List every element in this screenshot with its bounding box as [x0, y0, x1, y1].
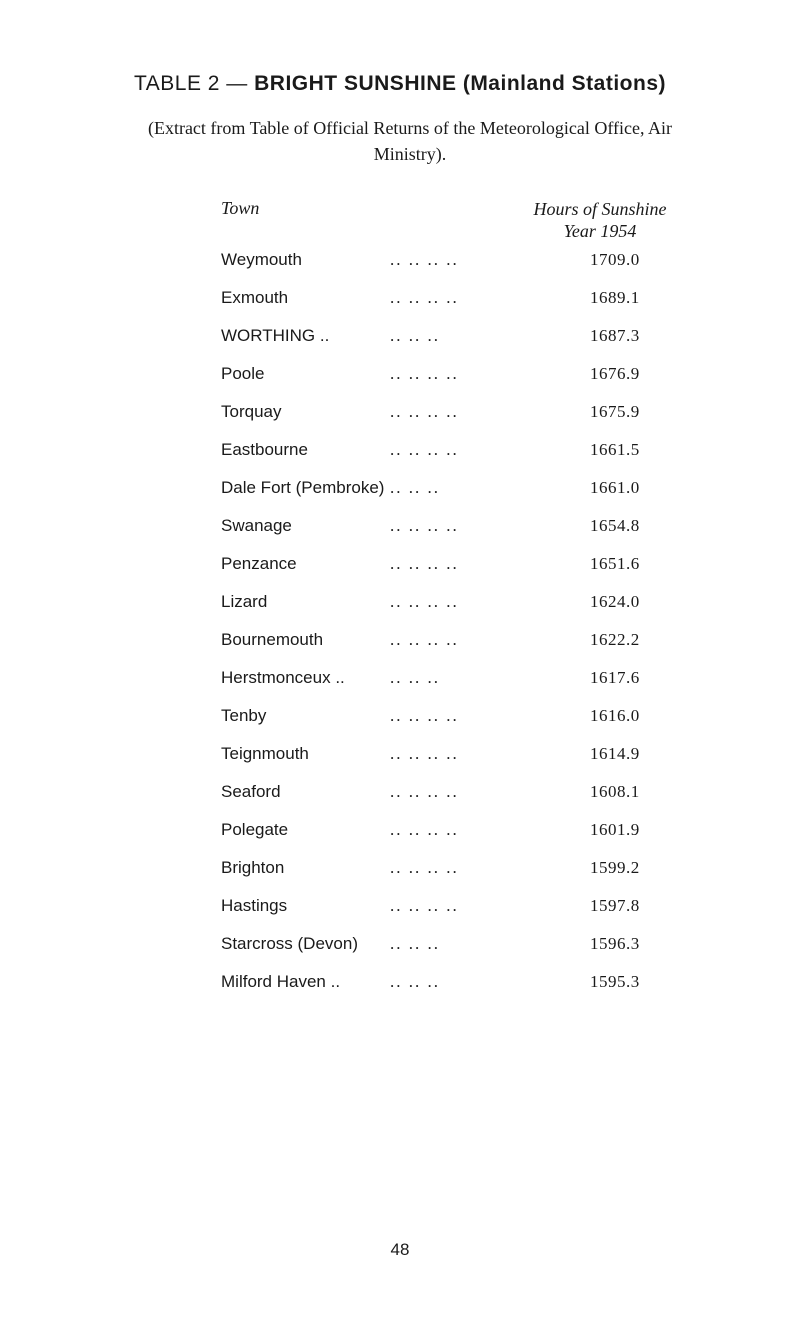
- dot-leaders: .. .. .. ..: [390, 288, 459, 307]
- sunshine-table: [0, 250, 800, 1010]
- town-name: WORTHING ..: [221, 326, 330, 345]
- town-name: Weymouth: [221, 250, 302, 269]
- town-name: Milford Haven ..: [221, 972, 341, 991]
- table-row: [0, 858, 800, 896]
- sunshine-hours: 1617.6: [590, 668, 640, 687]
- town-name: Poole: [221, 364, 265, 383]
- table-row: [0, 782, 800, 820]
- dot-leaders: .. .. .. ..: [390, 592, 459, 611]
- sunshine-hours: 1616.0: [590, 706, 640, 725]
- table-row: [0, 478, 800, 516]
- table-row: [0, 668, 800, 706]
- town-name: Bournemouth: [221, 630, 324, 649]
- column-header-hours: [485, 198, 715, 242]
- sunshine-hours: 1709.0: [590, 250, 640, 269]
- town-name: Swanage: [221, 516, 292, 535]
- sunshine-hours: 1608.1: [590, 782, 640, 801]
- dot-leaders: .. .. .. ..: [390, 820, 459, 839]
- table-title-prefix: TABLE 2 —: [133, 72, 255, 95]
- town-name: Teignmouth: [221, 744, 309, 763]
- table-row: [0, 934, 800, 972]
- dot-leaders: .. .. .. ..: [390, 402, 459, 421]
- dot-leaders: .. .. .. ..: [390, 250, 459, 269]
- dot-leaders: .. .. .. ..: [390, 858, 459, 877]
- table-subtitle: (Extract from Table of Official Returns of the Meteorological Office, Air Ministry).: [147, 118, 673, 164]
- column-header-hours-line1: Hours of Sunshine: [533, 199, 667, 219]
- sunshine-hours: 1689.1: [590, 288, 640, 307]
- table-row: [0, 402, 800, 440]
- sunshine-hours: 1601.9: [590, 820, 640, 839]
- dot-leaders: .. .. ..: [390, 668, 440, 687]
- town-name: Herstmonceux ..: [221, 668, 345, 687]
- table-row: [0, 288, 800, 326]
- table-row: [0, 744, 800, 782]
- town-name: Starcross (Devon): [221, 934, 358, 953]
- town-name: Torquay: [221, 402, 282, 421]
- town-name: Brighton: [221, 858, 285, 877]
- sunshine-hours: 1595.3: [590, 972, 640, 991]
- sunshine-hours: 1661.5: [590, 440, 640, 459]
- table-row: [0, 250, 800, 288]
- town-name: Hastings: [221, 896, 288, 915]
- dot-leaders: .. .. .. ..: [390, 554, 459, 573]
- town-name: Eastbourne: [221, 440, 308, 459]
- dot-leaders: .. .. .. ..: [390, 630, 459, 649]
- table-row: [0, 516, 800, 554]
- table-row: [0, 630, 800, 668]
- sunshine-hours: 1687.3: [590, 326, 640, 345]
- town-name: Exmouth: [221, 288, 289, 307]
- page-number: 48: [390, 1240, 410, 1259]
- table-row: [0, 820, 800, 858]
- town-name: Dale Fort (Pembroke): [221, 478, 385, 497]
- dot-leaders: .. .. ..: [390, 326, 440, 345]
- table-title: [0, 72, 800, 96]
- town-name: Polegate: [221, 820, 289, 839]
- dot-leaders: .. .. .. ..: [390, 516, 459, 535]
- town-name: Penzance: [221, 554, 297, 573]
- town-name: Tenby: [221, 706, 267, 725]
- table-row: [0, 706, 800, 744]
- sunshine-hours: 1654.8: [590, 516, 640, 535]
- table-row: [0, 326, 800, 364]
- dot-leaders: .. .. .. ..: [390, 706, 459, 725]
- table-row: [0, 972, 800, 1010]
- dot-leaders: .. .. .. ..: [390, 744, 459, 763]
- sunshine-hours: 1599.2: [590, 858, 640, 877]
- sunshine-hours: 1651.6: [590, 554, 640, 573]
- column-header-hours-line2: Year 1954: [563, 221, 637, 241]
- sunshine-hours: 1596.3: [590, 934, 640, 953]
- sunshine-hours: 1614.9: [590, 744, 640, 763]
- column-header-town: Town: [221, 198, 260, 218]
- dot-leaders: .. .. .. ..: [390, 364, 459, 383]
- table-row: [0, 592, 800, 630]
- sunshine-hours: 1597.8: [590, 896, 640, 915]
- dot-leaders: .. .. .. ..: [390, 440, 459, 459]
- table-title-bold: BRIGHT SUNSHINE (Mainland Stations): [254, 72, 666, 95]
- dot-leaders: .. .. ..: [390, 934, 440, 953]
- dot-leaders: .. .. ..: [390, 478, 440, 497]
- table-row: [0, 364, 800, 402]
- town-name: Seaford: [221, 782, 281, 801]
- sunshine-hours: 1622.2: [590, 630, 640, 649]
- table-row: [0, 896, 800, 934]
- dot-leaders: .. .. .. ..: [390, 896, 459, 915]
- sunshine-hours: 1661.0: [590, 478, 640, 497]
- sunshine-hours: 1676.9: [590, 364, 640, 383]
- town-name: Lizard: [221, 592, 268, 611]
- table-row: [0, 554, 800, 592]
- table-row: [0, 440, 800, 478]
- dot-leaders: .. .. ..: [390, 972, 440, 991]
- dot-leaders: .. .. .. ..: [390, 782, 459, 801]
- sunshine-hours: 1675.9: [590, 402, 640, 421]
- sunshine-hours: 1624.0: [590, 592, 640, 611]
